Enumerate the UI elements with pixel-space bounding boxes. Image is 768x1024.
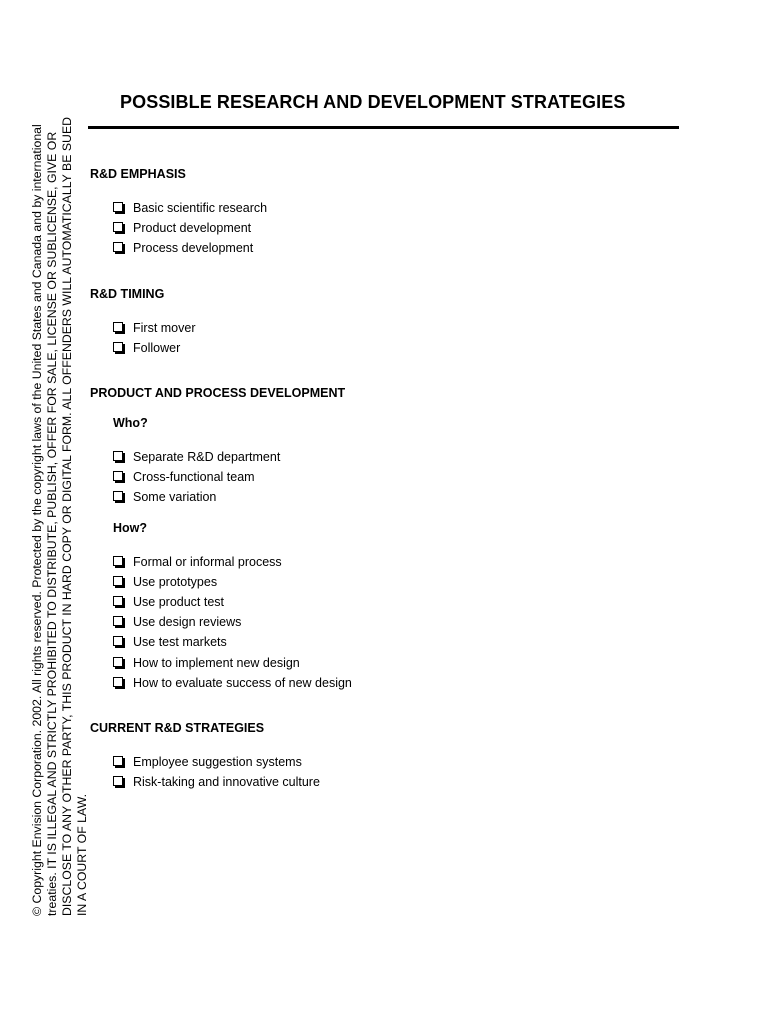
checklist-item-label: Formal or informal process	[133, 555, 282, 569]
checklist-item-label: First mover	[133, 321, 196, 335]
subheading-who: Who?	[113, 416, 148, 430]
checklist-item[interactable]	[113, 673, 352, 693]
checklist-item-label: Separate R&D department	[133, 450, 281, 464]
checklist-item[interactable]	[113, 752, 302, 772]
page-title: POSSIBLE RESEARCH AND DEVELOPMENT STRATEGIES	[120, 92, 626, 112]
checkbox-icon[interactable]	[113, 596, 123, 606]
section-heading-current: CURRENT R&D STRATEGIES	[90, 721, 265, 735]
checkbox-icon[interactable]	[113, 776, 123, 786]
checkbox-icon[interactable]	[113, 451, 123, 461]
checklist-item[interactable]	[113, 772, 320, 792]
checklist-item[interactable]	[113, 338, 180, 358]
checklist-item-label: Basic scientific research	[133, 201, 268, 215]
checklist-item[interactable]	[113, 487, 216, 507]
checklist-item-label: Employee suggestion systems	[133, 755, 302, 769]
checkbox-icon[interactable]	[113, 471, 123, 481]
checkbox-icon[interactable]	[113, 657, 123, 667]
subheading-how: How?	[113, 521, 148, 535]
checkbox-icon[interactable]	[113, 342, 123, 352]
checkbox-icon[interactable]	[113, 491, 123, 501]
checklist-item[interactable]	[113, 318, 196, 338]
checkbox-icon[interactable]	[113, 756, 123, 766]
checkbox-icon[interactable]	[113, 576, 123, 586]
checklist-item-label: Use design reviews	[133, 615, 242, 629]
checklist-item[interactable]	[113, 653, 300, 673]
checkbox-icon[interactable]	[113, 322, 123, 332]
checkbox-icon[interactable]	[113, 677, 123, 687]
checklist-item[interactable]	[113, 612, 241, 632]
checkbox-icon[interactable]	[113, 636, 123, 646]
checklist-item-label: Use prototypes	[133, 575, 218, 589]
checklist-item-label: Some variation	[133, 490, 217, 504]
copyright-line: DISCLOSE TO ANY OTHER PARTY, THIS PRODUCT IN HARD COPY OR DIGITAL FORM. ALL OFFENDERS WILL AUTOMATICALLY BE SUED	[60, 116, 74, 916]
title-divider	[88, 126, 679, 129]
copyright-line: treaties. IT IS ILLEGAL AND STRICTLY PROHIBITED TO DISTRIBUTE, PUBLISH, OFFER FOR SALE, LICENSE OR SUBLICENSE, GIVE OR	[45, 131, 59, 916]
copyright-notice	[30, 71, 90, 916]
checklist-item[interactable]	[113, 552, 282, 572]
section-heading-emphasis: R&D EMPHASIS	[90, 167, 186, 181]
checklist-item-label: How to implement new design	[133, 656, 300, 670]
checklist-item[interactable]	[113, 218, 251, 238]
checkbox-icon[interactable]	[113, 242, 123, 252]
checklist-item-label: How to evaluate success of new design	[133, 676, 352, 690]
checklist-item-label: Use product test	[133, 595, 225, 609]
section-heading-timing: R&D TIMING	[90, 287, 165, 301]
checklist-item[interactable]	[113, 632, 227, 652]
checklist-item-label: Use test markets	[133, 635, 227, 649]
checklist-item-label: Process development	[133, 241, 254, 255]
section-heading-product-process: PRODUCT AND PROCESS DEVELOPMENT	[90, 386, 346, 400]
checklist-item[interactable]	[113, 238, 253, 258]
checklist-item-label: Risk-taking and innovative culture	[133, 775, 320, 789]
checkbox-icon[interactable]	[113, 222, 123, 232]
checkbox-icon[interactable]	[113, 556, 123, 566]
checklist-item[interactable]	[113, 572, 217, 592]
checklist-item[interactable]	[113, 467, 255, 487]
copyright-line: IN A COURT OF LAW.	[75, 793, 89, 916]
copyright-line: © Copyright Envision Corporation. 2002. All rights reserved. Protected by the copyright laws of the United States and Canada and by international	[30, 124, 44, 916]
checklist-item-label: Follower	[133, 341, 181, 355]
checklist-item[interactable]	[113, 592, 224, 612]
checklist-item[interactable]	[113, 198, 267, 218]
checkbox-icon[interactable]	[113, 202, 123, 212]
checklist-item-label: Product development	[133, 221, 252, 235]
checklist-item-label: Cross-functional team	[133, 470, 255, 484]
checklist-item[interactable]	[113, 447, 280, 467]
checkbox-icon[interactable]	[113, 616, 123, 626]
